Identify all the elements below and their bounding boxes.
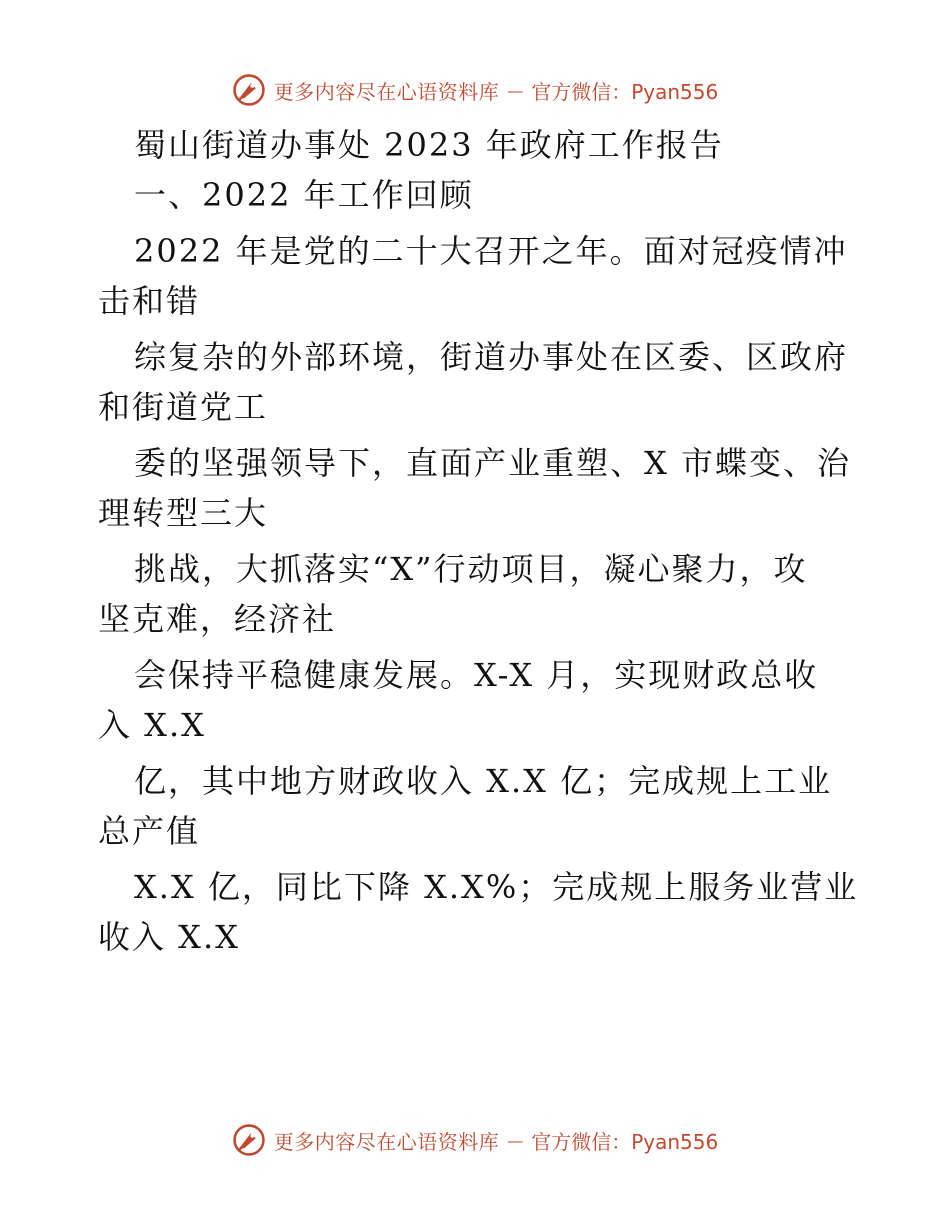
paragraph-line: 坚克难，经济社 [98,600,337,638]
paragraph-line: 击和错 [98,282,201,320]
paragraph-line: X.X 亿，同比下降 X.X%；完成规上服务业营业 [134,868,859,906]
paragraph-line: 综复杂的外部环境，街道办事处在区委、区政府 [134,338,849,376]
banner-contact: 官方微信：Pyan556 [531,1129,719,1154]
banner-contact: 官方微信：Pyan556 [531,79,719,104]
footer-banner [0,1120,950,1160]
paragraph-line: 委的坚强领导下，直面产业重塑、X 市蝶变、治 [134,444,851,482]
banner-text: 更多内容尽在心语资料库 [273,79,500,104]
banner-separator: — [507,80,524,100]
paragraph-line: 总产值 [98,812,201,850]
paragraph-line: 挑战，大抓落实“X”行动项目，凝心聚力，攻 [134,550,808,588]
document-body [98,120,858,962]
paragraph-line: 理转型三大 [98,494,269,532]
paragraph-line: 入 X.X [98,706,206,744]
paragraph-line: 收入 X.X [98,918,240,956]
banner-separator: — [507,1130,524,1150]
header-banner [0,70,950,110]
pen-nib-logo-icon [232,1123,266,1157]
pen-nib-logo-icon [232,73,266,107]
paragraph-line: 会保持平稳健康发展。X-X 月，实现财政总收 [134,656,819,694]
banner-text: 更多内容尽在心语资料库 [273,1129,500,1154]
paragraph-line: 2022 年是党的二十大召开之年。面对冠疫情冲 [134,232,848,270]
paragraph-line: 亿，其中地方财政收入 X.X 亿；完成规上工业 [134,762,833,800]
paragraph-line: 和街道党工 [98,388,269,426]
section-heading: 一、2022 年工作回顾 [134,176,474,214]
document-title: 蜀山街道办事处 2023 年政府工作报告 [134,126,724,164]
